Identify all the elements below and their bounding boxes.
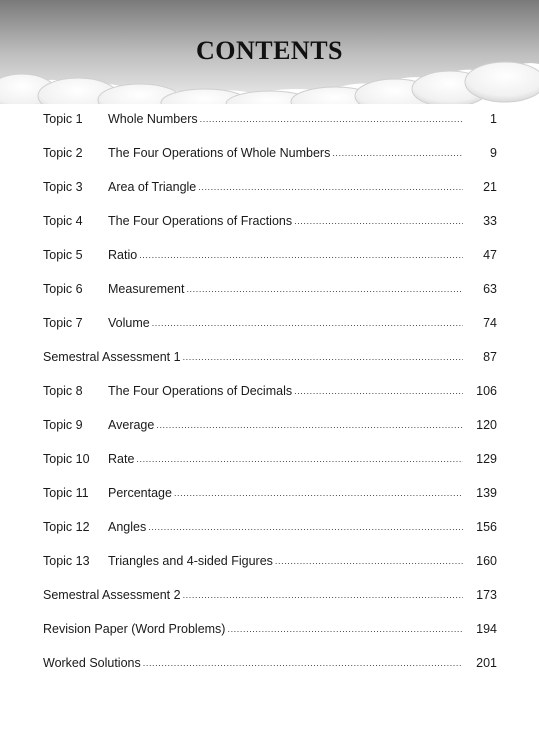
page-number: 87	[483, 350, 497, 364]
table-of-contents	[43, 109, 497, 687]
dot-leader	[152, 312, 463, 328]
toc-entry-worked-solutions[interactable]	[43, 653, 497, 687]
entry-title: Percentage	[108, 486, 172, 500]
page-title: CONTENTS	[195, 36, 344, 65]
topic-label: Topic 9	[43, 418, 83, 432]
page-number: 129	[476, 452, 497, 466]
page-number: 194	[476, 622, 497, 636]
page-number: 160	[476, 554, 497, 568]
dot-leader	[136, 448, 463, 464]
toc-entry-topic-5[interactable]	[43, 245, 497, 279]
dot-leader	[294, 380, 463, 396]
page-number: 139	[476, 486, 497, 500]
dot-leader	[156, 414, 463, 430]
entry-title: Area of Triangle	[108, 180, 197, 194]
toc-entry-topic-6[interactable]	[43, 279, 497, 313]
toc-entry-topic-7[interactable]	[43, 313, 497, 347]
page-number: 201	[476, 656, 497, 670]
toc-entry-topic-3[interactable]	[43, 177, 497, 211]
topic-label: Topic 5	[43, 248, 83, 262]
dot-leader	[139, 244, 463, 260]
toc-entry-topic-8[interactable]	[43, 381, 497, 415]
dot-leader	[294, 210, 463, 226]
topic-label: Topic 10	[43, 452, 90, 466]
entry-title: Angles	[108, 520, 147, 534]
topic-label: Topic 8	[43, 384, 83, 398]
topic-label: Topic 13	[43, 554, 90, 568]
entry-title: Triangles and 4-sided Figures	[108, 554, 273, 568]
dot-leader	[186, 278, 463, 294]
entry-title: The Four Operations of Decimals	[108, 384, 293, 398]
entry-title: Revision Paper (Word Problems)	[43, 622, 226, 636]
entry-title: Whole Numbers	[108, 112, 198, 126]
dot-leader	[183, 584, 463, 600]
page-number: 1	[490, 112, 497, 126]
entry-title: Ratio	[108, 248, 138, 262]
toc-entry-topic-1[interactable]	[43, 109, 497, 143]
toc-entry-topic-10[interactable]	[43, 449, 497, 483]
entry-title: Rate	[108, 452, 135, 466]
entry-title: Semestral Assessment 1	[43, 350, 181, 364]
page-number: 106	[476, 384, 497, 398]
topic-label: Topic 11	[43, 486, 89, 500]
page-number: 74	[483, 316, 497, 330]
topic-label: Topic 12	[43, 520, 90, 534]
entry-title: Measurement	[108, 282, 185, 296]
page-number: 21	[483, 180, 497, 194]
entry-title: Worked Solutions	[43, 656, 141, 670]
dot-leader	[183, 346, 463, 362]
entry-title: Average	[108, 418, 155, 432]
dot-leader	[148, 516, 463, 532]
dot-leader	[143, 652, 463, 668]
toc-entry-topic-9[interactable]	[43, 415, 497, 449]
topic-label: Topic 4	[43, 214, 83, 228]
topic-label: Topic 2	[43, 146, 83, 160]
dot-leader	[275, 550, 463, 566]
toc-entry-revision-paper[interactable]	[43, 619, 497, 653]
entry-title: The Four Operations of Whole Numbers	[108, 146, 331, 160]
entry-title: Volume	[108, 316, 150, 330]
dot-leader	[198, 176, 463, 192]
topic-label: Topic 1	[43, 112, 83, 126]
dot-leader	[332, 142, 463, 158]
page-number: 47	[483, 248, 497, 262]
dot-leader	[174, 482, 463, 498]
toc-entry-topic-13[interactable]	[43, 551, 497, 585]
toc-entry-topic-2[interactable]	[43, 143, 497, 177]
page-number: 156	[476, 520, 497, 534]
topic-label: Topic 3	[43, 180, 83, 194]
page-number: 33	[483, 214, 497, 228]
toc-entry-semestral-assessment-2[interactable]	[43, 585, 497, 619]
dot-leader	[200, 108, 463, 124]
toc-entry-semestral-assessment-1[interactable]	[43, 347, 497, 381]
toc-entry-topic-4[interactable]	[43, 211, 497, 245]
dot-leader	[227, 618, 463, 634]
toc-entry-topic-12[interactable]	[43, 517, 497, 551]
entry-title: The Four Operations of Fractions	[108, 214, 293, 228]
page-number: 173	[476, 588, 497, 602]
page-number: 63	[483, 282, 497, 296]
topic-label: Topic 6	[43, 282, 83, 296]
entry-title: Semestral Assessment 2	[43, 588, 181, 602]
page-number: 120	[476, 418, 497, 432]
topic-label: Topic 7	[43, 316, 83, 330]
toc-entry-topic-11[interactable]	[43, 483, 497, 517]
page-number: 9	[490, 146, 497, 160]
